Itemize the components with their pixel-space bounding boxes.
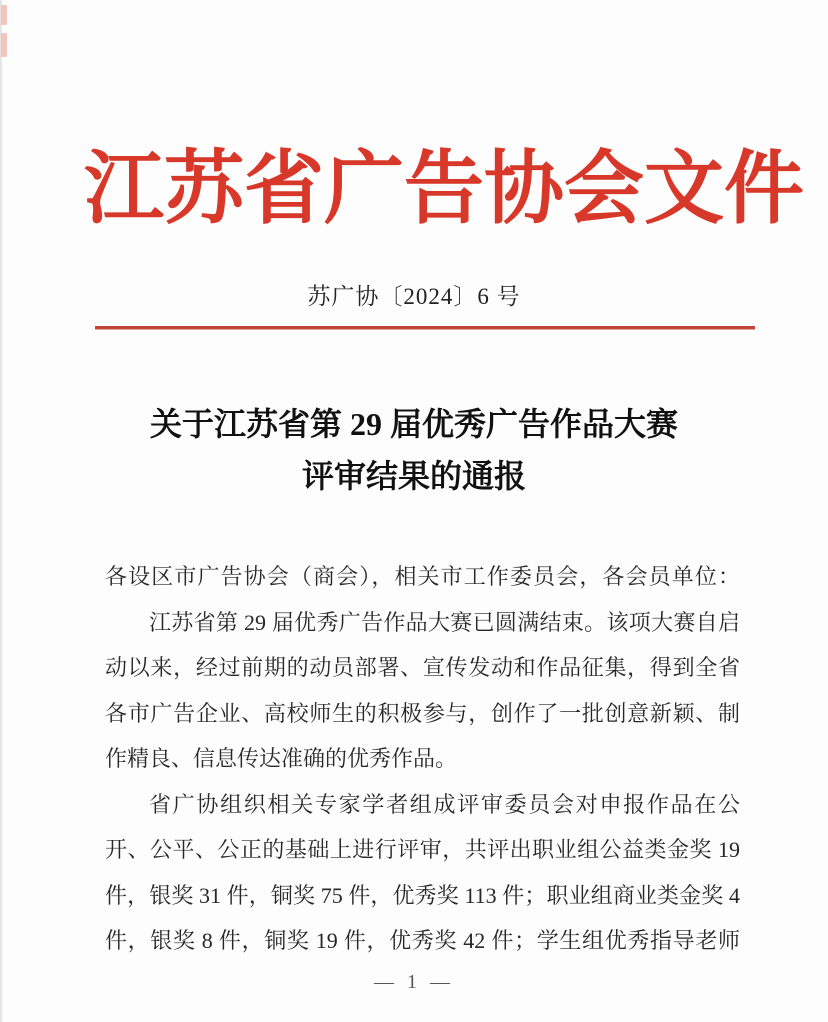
document-title (0, 398, 828, 502)
scan-artifact-mark (1, 33, 7, 57)
body-line: 作精良、信息传达准确的优秀作品。 (105, 746, 458, 771)
body-line-salutation: 各设区市广告协会（商会），相关市工作委员会，各会员单位： (105, 564, 740, 589)
document-title-line-1: 关于江苏省第 29 届优秀广告作品大赛 (149, 406, 678, 442)
page-number: — 1 — (374, 971, 454, 993)
scan-artifact-mark (1, 5, 7, 25)
body-line: 各市广告企业、高校师生的积极参与，创作了一批创意新颖、制 (105, 700, 740, 726)
body-line: 件，银奖 31 件，铜奖 75 件，优秀奖 113 件；职业组商业类金奖 4 (105, 882, 740, 908)
body-line: 件，银奖 8 件，铜奖 19 件，优秀奖 42 件；学生组优秀指导老师 (105, 928, 740, 953)
agency-red-header: 江苏省广告协会文件 (84, 146, 804, 234)
body-line: 省广协组织相关专家学者组成评审委员会对申报作品在公 (149, 791, 740, 817)
document-number: 苏广协〔2024〕6 号 (307, 284, 521, 309)
document-title-line-2: 评审结果的通报 (301, 458, 526, 494)
body-line: 开、公平、公正的基础上进行评审，共评出职业组公益类金奖 19 (105, 837, 740, 862)
red-divider-line (95, 326, 755, 330)
document-body (105, 554, 740, 964)
scan-edge-shadow (0, 0, 3, 1022)
body-line: 江苏省第 29 届优秀广告作品大赛已圆满结束。该项大赛自启 (149, 609, 740, 635)
body-line: 动以来，经过前期的动员部署、宣传发动和作品征集，得到全省 (105, 655, 740, 680)
